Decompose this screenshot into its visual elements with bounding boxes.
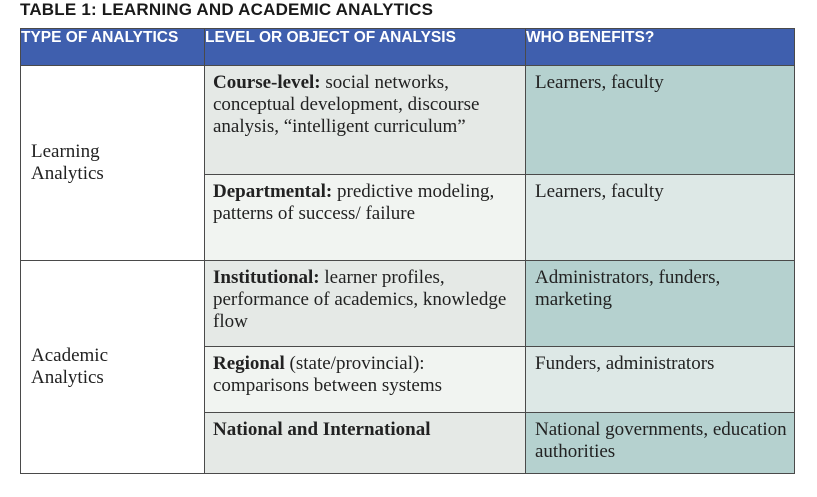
level-text: predictive modeling, patterns of success/ failure (213, 181, 495, 224)
level-cell (205, 175, 526, 261)
level-text: social networks, conceptual development, discourse analysis, “intelligent curriculum” (213, 72, 480, 137)
benefits-cell: Learners, faculty (526, 66, 795, 175)
level-cell (205, 66, 526, 175)
benefits-cell: Learners, faculty (526, 175, 795, 261)
type-label-line1: Learning (31, 141, 100, 162)
type-label-line1: Academic (31, 345, 109, 366)
type-learning-analytics (21, 66, 205, 261)
benefits-cell: Funders, administrators (526, 347, 795, 413)
table-title: TABLE 1: LEARNING AND ACADEMIC ANALYTICS (20, 0, 434, 19)
level-text: (state/provincial): comparisons between systems (213, 353, 443, 396)
header-type: TYPE OF ANALYTICS (21, 29, 205, 66)
table-row (21, 66, 795, 175)
level-cell (205, 413, 526, 474)
type-label-line2: Analytics (31, 163, 104, 184)
header-benefits: WHO BENEFITS? (526, 29, 795, 66)
level-bold: National and International (213, 419, 431, 440)
level-cell (205, 347, 526, 413)
header-row (21, 29, 795, 66)
level-text: learner profiles, performance of academics, knowledge flow (213, 267, 507, 332)
level-bold: Institutional: (213, 267, 320, 288)
analytics-table (20, 28, 795, 474)
header-level: LEVEL OR OBJECT OF ANALYSIS (205, 29, 526, 66)
level-cell (205, 261, 526, 347)
table-row (21, 261, 795, 347)
level-bold: Departmental: (213, 181, 333, 202)
type-academic-analytics (21, 261, 205, 474)
benefits-cell: National governments, education authorities (526, 413, 795, 474)
level-bold: Course-level: (213, 72, 321, 93)
level-bold: Regional (213, 353, 285, 374)
benefits-cell: Administrators, funders, marketing (526, 261, 795, 347)
type-label-line2: Analytics (31, 367, 104, 388)
